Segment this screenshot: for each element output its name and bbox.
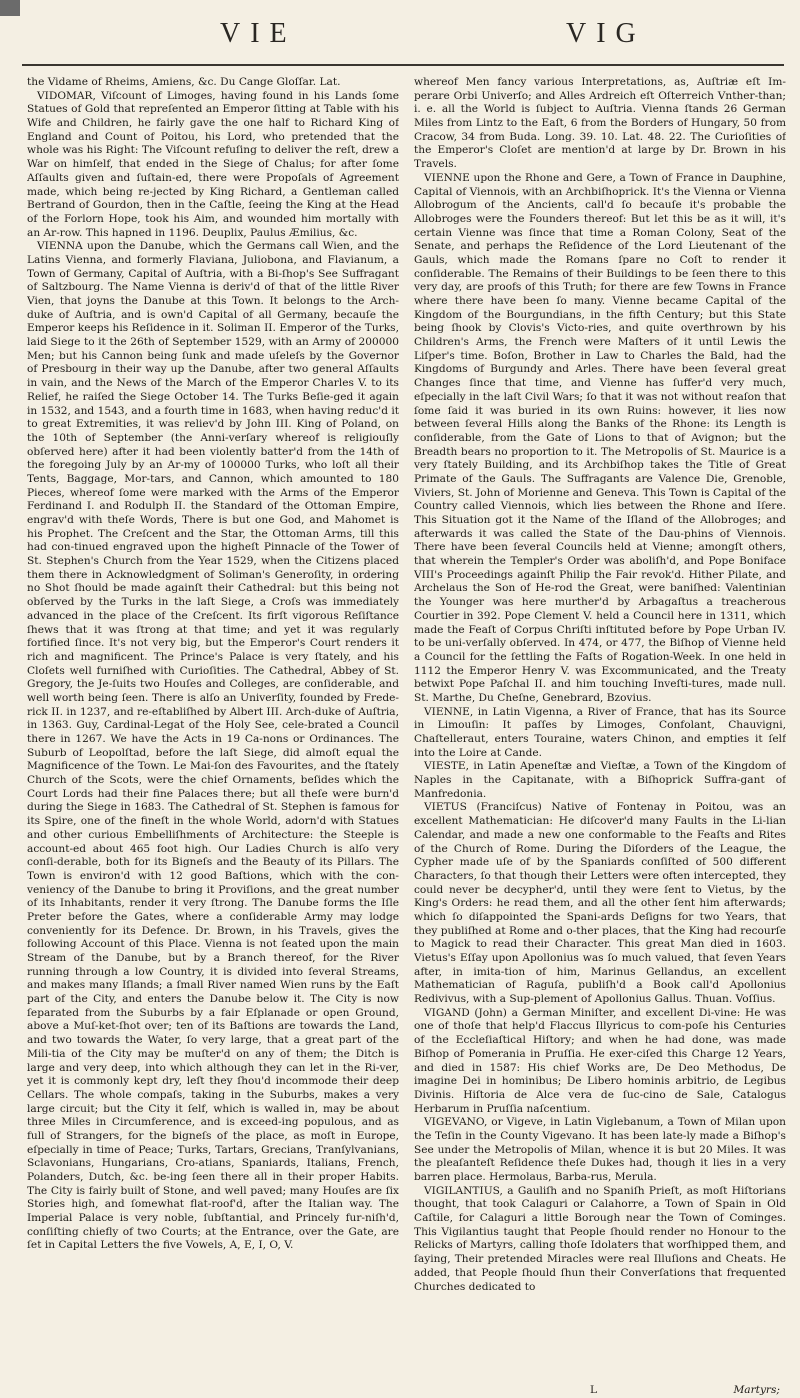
entry-paragraph: VIENNE, in Latin Vigenna, a River of France, that has its Source in Limouſin: It paſſes by Limoges, Confolant, Chauvigni, Chaſtelleraut, enters Touraine, waters Chinon, and empties it ſelf into the Loire at Cande. <box>414 705 786 759</box>
running-title-left: VIE <box>220 18 297 49</box>
entry-paragraph: the Vidame of Rheims, Amiens, &c. Du Cange Gloſſar. Lat. <box>27 76 341 88</box>
entry-paragraph: VIENNE upon the Rhone and Gere, a Town of France in Dauphine, Capital of Viennois, with an Archbiſhoprick. It's the Vienna or Vienna Allobrogum of the Ancients, call'd ſo becauſe it's probable the Allobroges were the Founders thereof: But let this be as it will, it's certain Vienne was ſince that time a Roman Colony, Seat of the Senate, and perhaps the Reſidence of the Lord Lieutenant of the Gauls, which made the Romans ſpare no Coſt to render it conſiderable. The Remains of their Buildings to be ſeen there to this very day, are proofs of this Truth; for there are few Towns in France where there have been ſo many. Vienne became Capital of the Kingdom of the Bourgundians, in the fifth Century; but this State being ſhook by Clovis's Victo-ries, and quite overthrown by his Children's Arms, the French were Maſters of it until Lewis the Liſper's time. Boſon, Brother in Law to Charles the Bald, had the Kingdoms of Burgundy and Arles. There have been ſeveral great Changes ſince that time, and Vienne has ſuffer'd very much, eſpecially in the laſt Civil Wars; ſo that it was not without reaſon that ſome ſaid it was buried in its own Ruins: however, it lies now between ſeveral Hills along the Banks of the Rhone: its Length is conſiderable, from the Gate of Lions to that of Avignon; but the Breadth bears no proportion to it. The Metropolis of St. Maurice is a very ſtately Building, and its Archbiſhop takes the Title of Great Primate of the Gauls. The Suffragants are Valence Die, Grenoble, Viviers, St. John of Morienne and Geneva. This Town is Capital of the Country called Viennois, which lies between the Rhone and Iſere. This Situation got it the Name of the Iſland of the Allobroges; and afterwards it was called the State of the Dau-phins of Viennois. There have been ſeveral Councils held at Vienne; amongſt others, that wherein the Templer's Order was aboliſh'd, and Pope Boniface VIII's Proceedings againſt Philip the Fair revok'd. Hither Pilate, and Archelaus the Son of He-rod the Great, were baniſhed: Valentinian the Younger was here murther'd by Arbagaſtus a treacherous Courtier in 392. Pope Clement V. held a Council here in 1311, which made the Feaſt of Corpus Chriſti inſtituted before by Pope Urban IV. to be uni-verſally obſerved. In 474, or 477, the Biſhop of Vienne held a Council for the ſettling the Faſts of Rogation-Week. In one held in 1112 the Emperor Henry V. was Excommunicated, and the Treaty betwixt Pope Paſchal II. and him touching Inveſti-tures, made null. St. Marthe, Du Cheſne, Genebrard, Bzovius. <box>414 171 786 704</box>
entry-paragraph: whereof Men fancy various Interpretations, as, Auſtriæ eſt Im-perare Orbi Univerſo; and Alles Ardreich eſt Oſterreich Vnther-than; i. e. all the World is ſubject to Auſtria. Vienna ſtands 26 German Miles from Lintz to the Eaſt, 6 from the Borders of Hungary, 50 from Cracow, 34 from Buda. Long. 39. 10. Lat. 48. 22. The Curioſities of the Emperor's Cloſet are mention'd at large by Dr. Brown in his Travels. <box>414 76 786 171</box>
entry-paragraph: VIESTE, in Latin Apeneſtæ and Vieſtæ, a Town of the Kingdom of Naples in the Capitanate, with a Biſhoprick Suffra-gant of Manfredonia. <box>414 760 786 800</box>
header-rule <box>22 64 784 66</box>
entry-paragraph: VIETUS (Franciſcus) Native of Fontenay in Poitou, was an excellent Mathematician: He diſcover'd many Faults in the Li-lian Calendar, and made a new one conformable to the Feaſts and Rites of the Church of Rome. During the Diſorders of the League, the Cypher made uſe of by the Spaniards conſiſted of 500 different Characters, ſo that though their Letters were often intercepted, they could never be decypher'd, until they were ſent to Vietus, by the King's Orders: he read them, and all the other ſent him afterwards; which ſo diſappointed the Spani-ards Deſigns for two Years, that they publiſhed at Rome and o-ther places, that the King had recourſe to Magick to read their Character. This great Man died in 1603. Vietus's Eſſay upon Apollonius was ſo much valued, that ſeven Years after, in imita-tion of him, Marinus Gellandus, an excellent Mathematician of Raguſa, publiſh'd a Book call'd Apollonius Redivivus, with a Sup-plement of Apollonius Gallus. Thuan. Voſſius. <box>414 801 786 1006</box>
page-corner-mark <box>0 0 20 16</box>
catchword: Martyrs; <box>733 1384 780 1396</box>
running-title-right: VIG <box>566 18 646 49</box>
entry-paragraph: VIENNA upon the Danube, which the Germans call Wien, and the Latins Vienna, and formerly Flaviana, Juliobona, and Flavianum, a Town of Germany, Capital of Auſtria, with a Bi-ſhop's See Suffragant of Saltzbourg. The Name Vienna is deriv'd of that of the little River Vien, that joyns the Danube at this Town. It belongs to the Arch-duke of Auſtria, and is own'd Capital of all Germany, becauſe the Emperor keeps his Reſidence in it. Soliman II. Emperor of the Turks, laid Siege to it the 26th of September 1529, with an Army of 200000 Men; but his Cannon being ſunk and made uſeleſs by the Governor of Presbourg in their way up the Danube, after two general Aſſaults in vain, and the News of the March of the Emperor Charles V. to its Relief, he raiſed the Siege October 14. The Turks Beſie-ged it again in 1532, and 1543, and a fourth time in 1683, when having reduc'd it to great Extremities, it was reliev'd by John III. King of Poland, on the 10th of September (the Anni-verſary whereof is religiouſly obſerved here) after it had been violently batter'd from the 14th of the foregoing July by an Ar-my of 100000 Turks, who loſt all their Tents, Baggage, Mor-tars, and Cannon, which amounted to 180 Pieces, whereof ſome were marked with the Arms of the Emperor Ferdinand I. and Rodulph II. the Standard of the Ottoman Empire, engrav'd with theſe Words, There is but one God, and Mahomet is his Prophet. The Creſcent and the Star, the Ottoman Arms, till this had con-tinued engraved upon the higheſt Pinnacle of the Tower of St. Stephen's Church from the Year 1529, when the Citizens placed them there in Acknowledgment of Soliman's Generoſity, in ordering no Shot ſhould be made againſt their Cathedral: but this being not obſerved by the Turks in the laſt Siege, a Croſs was immediately advanced in the place of the Creſcent. Its firſt vigorous Reſiſtance ſhews that it was ſtrong at that time; and yet it was regularly fortified ſince. It's not very big, but the Emperor's Court renders it rich and magnificent. The Prince's Palace is very ſtately, and his Cloſets well furniſhed with Curioſities. The Cathedral, Abbey of St. Gregory, the Je-ſuits two Houſes and Colleges, are conſiderable, and well worth being ſeen. There is alſo an Univerſity, founded by Frede-rick II. in 1237, and re-eſtabliſhed by Albert III. Arch-duke of Auſtria, in 1363. Guy, Cardinal-Legat of the Holy See, cele-brated a Council there in 1267. We have the Acts in 19 Ca-nons or Ordinances. The Suburb of Leopolſtad, before the laſt Siege, did almoſt equal the Magnificence of the Town. Le Mai-ſon des Favourites, and the ſtately Church of the Scots, were the chief Ornaments, beſides which the Court Lords had their fine Palaces there; but all theſe were burn'd during the Siege in 1683. The Cathedral of St. Stephen is famous for its Spire, one of the fineſt in the whole World, adorn'd with Statues and other curious Embelliſhments of Architecture: the Steeple is account-ed about 465 foot high. Our Ladies Church is alſo very conſi-derable, both for its Bigneſs and the Beauty of its Pillars. The Town is environ'd with 12 good Baſtions, which with the con-veniency of the Danube to bring it Proviſions, and the great number of its Inhabitants, render it very ſtrong. The Danube forms the Iſle Preter before the Gates, where a conſiderable Army may lodge conveniently for its Defence. Dr. Brown, in his Travels, gives the following Account of this Place. Vienna is not ſeated upon the main Stream of the Danube, but by a Branch thereof, for the River running through a low Country, it is divided into ſeveral Streams, and makes many Iſlands; a ſmall River named Wien runs by the Eaſt part of the City, and enters the Danube below it. The City is now ſeparated from the Suburbs by a fair Eſplanade or open Ground, above a Muſ-ket-ſhot over; ten of its Baſtions are towards the Land, and two towards the Water, ſo very large, that a great part of the Mili-tia of the City may be muſter'd on any of them; the Ditch is large and very deep, into which although they can let in the Ri-ver, yet it is commonly kept dry, leſt they ſhou'd incommode their deep Cellars. The whole compaſs, taking in the Suburbs, makes a very large circuit; but the City it ſelf, which is walled in, may be about three Miles in Circumference, and is exceed-ing populous, and as full of Strangers, for the bigneſs of the place, as moſt in Europe, eſpecially in time of Peace; Turks, Tartars, Grecians, Tranſylvanians, Sclavonians, Hungarians, Cro-atians, Spaniards, Italians, French, Polanders, Dutch, &c. be-ing ſeen there all in their proper Habits. The City is fairly built of Stone, and well paved; many Houſes are ſix Stories high, and ſomewhat flat-roof'd, after the Italian way. The Imperial Palace is very noble, ſubſtantial, and Princely fur-niſh'd, conſiſting chiefly of two Courts; at the Entrance, over the Gate, are ſet in Capital Letters the five Vowels, A, E, I, O, V. <box>27 240 399 1252</box>
right-column <box>414 76 786 1390</box>
entry-paragraph: VIDOMAR, Viſcount of Limoges, having found in his Lands ſome Statues of Gold that repreſented an Emperor ſitting at Table with his Wife and Children, he fairly gave the one half to Richard King of England and Count of Poitou, his Lord, who pretended that the whole was his Right: The Viſcount refuſing to deliver the reſt, drew a War on himſelf, that ended in the Siege of Chalus; for after ſome Aſſaults given and ſuſtain-ed, there were Propoſals of Agreement made, which being re-jected by King Richard, a Gentleman called Bertrand of Gourdon, then in the Caſtle, ſeeing the King at the Head of the Forlorn Hope, took his Aim, and wounded him mortally with an Ar-row. This hapned in 1196. Deuplix, Paulus Æmilius, &c. <box>27 89 399 239</box>
signature-mark: L <box>590 1384 598 1396</box>
entry-paragraph: VIGAND (John) a German Miniſter, and excellent Di-vine: He was one of thoſe that help'd Flaccus Illyricus to com-poſe his Centuries of the Eccleſiaſtical Hiſtory; and when he had done, was made Biſhop of Pomerania in Pruſſia. He exer-ciſed this Charge 12 Years, and died in 1587: His chief Works are, De Deo Methodus, De imagine Dei in hominibus; De Libero hominis arbitrio, de Legibus Divinis. Hiſtoria de Alce vera de ſuc-cino de Sale, Catalogus Herbarum in Pruſſia naſcentium. <box>414 1006 786 1115</box>
left-column <box>27 76 399 1390</box>
entry-paragraph: VIGEVANO, or Vigeve, in Latin Viglebanum, a Town of Milan upon the Teſin in the County Vigevano. It has been late-ly made a Biſhop's See under the Metropolis of Milan, whence it is but 20 Miles. It was the pleaſanteſt Reſidence theſe Dukes had, though it lies in a very barren place. Hermolaus, Barba-rus, Merula. <box>414 1116 786 1183</box>
entry-paragraph: VIGILANTIUS, a Gauliſh and no Spaniſh Prieſt, as moſt Hiſtorians thought, that took Calaguri or Calahorre, a Town of Spain in Old Caſtile, for Calaguri a little Borough near the Town of Cominges. This Vigilantius taught that People ſhould render no Honour to the Relicks of Martyrs, calling thoſe Idolaters that worſhipped them, and ſaying, Their pretended Miracles were real Illuſions and Cheats. He added, that People ſhould ſhun their Converſations that frequented Churches dedicated to <box>414 1184 786 1293</box>
running-head <box>0 18 800 58</box>
